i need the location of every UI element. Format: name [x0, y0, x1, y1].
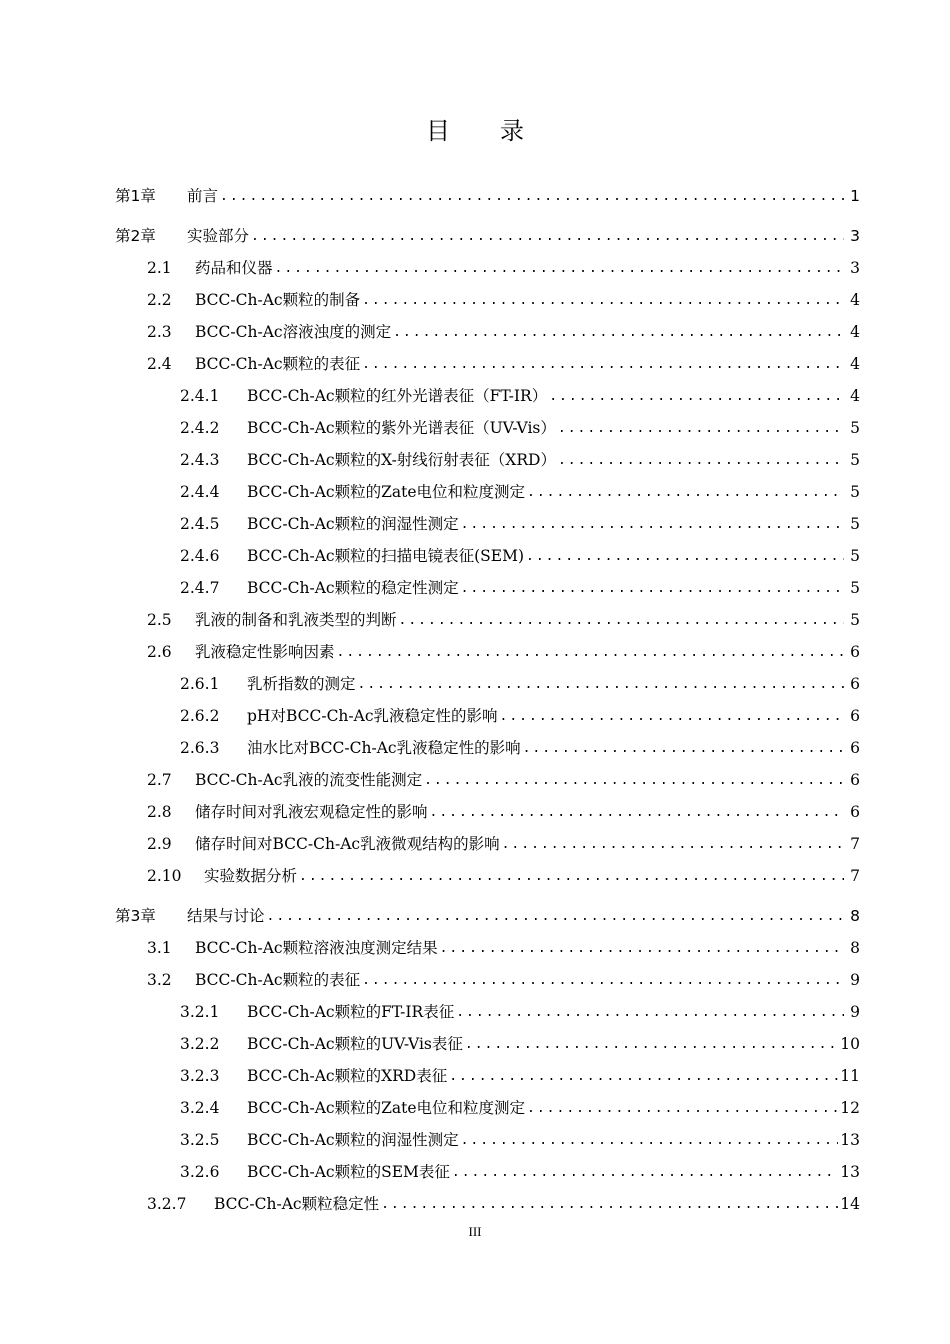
- toc-leader-dots: [275, 253, 844, 285]
- toc-entry-title: 结果与讨论: [187, 907, 265, 925]
- toc-entry-page: 13: [840, 1131, 860, 1149]
- toc-entry-title: BCC-Ch-Ac颗粒的Zate电位和粒度测定: [247, 1099, 526, 1117]
- toc-entry-number: 2.4.2: [180, 419, 220, 437]
- toc-leader-dots: [358, 669, 844, 701]
- toc-entry-title: 乳析指数的测定: [247, 675, 356, 693]
- toc-leader-dots: [461, 1125, 839, 1157]
- toc-entry-number: 2.4.6: [180, 547, 220, 565]
- toc-leader-dots: [526, 541, 844, 573]
- toc-entry-title: 药品和仪器: [195, 259, 273, 277]
- toc-entry-title: BCC-Ch-Ac颗粒的UV-Vis表征: [247, 1035, 463, 1053]
- toc-entry[interactable]: [115, 1124, 860, 1156]
- toc-entry-number: 2.1: [147, 259, 172, 277]
- toc-entry[interactable]: [115, 764, 860, 796]
- toc-entry-number: 2.3: [147, 323, 172, 341]
- toc-entry-title: 实验部分: [187, 227, 250, 245]
- toc-leader-dots: [362, 349, 844, 381]
- toc-entry-page: 6: [850, 803, 860, 821]
- toc-entry-number: 第1章: [115, 187, 156, 205]
- toc-entry-page: 14: [840, 1195, 860, 1213]
- page-title: 目录: [426, 117, 574, 145]
- toc-leader-dots: [461, 573, 844, 605]
- toc-entry[interactable]: [115, 860, 860, 892]
- toc-leader-dots: [220, 181, 844, 213]
- toc-entry[interactable]: [115, 348, 860, 380]
- toc-entry-title: 储存时间对BCC-Ch-Ac乳液微观结构的影响: [195, 835, 500, 853]
- toc-entry-title: BCC-Ch-Ac颗粒稳定性: [214, 1195, 380, 1213]
- toc-entry-page: 5: [850, 515, 860, 533]
- toc-entry-page: 1: [850, 187, 860, 205]
- toc-entry-page: 10: [840, 1035, 860, 1053]
- toc-entry-title: BCC-Ch-Ac溶液浊度的测定: [195, 323, 392, 341]
- toc-entry-number: 2.7: [147, 771, 172, 789]
- toc-entry-number: 2.4.5: [180, 515, 220, 533]
- toc-entry-title: BCC-Ch-Ac颗粒的Zate电位和粒度测定: [247, 483, 526, 501]
- toc-leader-dots: [558, 445, 844, 477]
- toc-entry[interactable]: [115, 180, 860, 212]
- toc-entry-title: BCC-Ch-Ac颗粒的制备: [195, 291, 361, 309]
- toc-leader-dots: [465, 1029, 838, 1061]
- toc-entry[interactable]: [115, 572, 860, 604]
- toc-entry-page: 11: [840, 1067, 860, 1085]
- toc-entry-number: 2.6: [147, 643, 172, 661]
- toc-entry[interactable]: [115, 316, 860, 348]
- toc-entry-title: BCC-Ch-Ac颗粒的润湿性测定: [247, 1131, 459, 1149]
- toc-entry-title: 前言: [187, 187, 219, 205]
- toc-leader-dots: [399, 605, 844, 637]
- toc-entry[interactable]: [115, 700, 860, 732]
- toc-entry-page: 3: [850, 259, 860, 277]
- toc-leader-dots: [558, 413, 844, 445]
- toc-leader-dots: [549, 381, 844, 413]
- toc-entry-page: 9: [850, 1003, 860, 1021]
- toc-entry[interactable]: [115, 220, 860, 252]
- toc-entry-title: pH对BCC-Ch-Ac乳液稳定性的影响: [247, 707, 498, 725]
- toc-leader-dots: [449, 1061, 838, 1093]
- toc-entry-title: 储存时间对乳液宏观稳定性的影响: [195, 803, 428, 821]
- toc-entry-title: BCC-Ch-Ac颗粒溶液浊度测定结果: [195, 939, 438, 957]
- toc-leader-dots: [527, 477, 844, 509]
- toc-entry[interactable]: [115, 412, 860, 444]
- toc-entry-page: 8: [850, 939, 860, 957]
- toc-entry-number: 3.2.3: [180, 1067, 220, 1085]
- toc-entry-number: 3.2.1: [180, 1003, 220, 1021]
- toc-entry[interactable]: [115, 1028, 860, 1060]
- toc-entry-page: 4: [850, 387, 860, 405]
- toc-leader-dots: [440, 933, 844, 965]
- toc-entry[interactable]: [115, 996, 860, 1028]
- toc-leader-dots: [430, 797, 844, 829]
- toc-entry-page: 5: [850, 611, 860, 629]
- toc-entry-page: 6: [850, 771, 860, 789]
- toc-entry-page: 5: [850, 547, 860, 565]
- toc-entry-title: BCC-Ch-Ac颗粒的润湿性测定: [247, 515, 459, 533]
- toc-entry[interactable]: [115, 828, 860, 860]
- toc-entry-number: 2.6.2: [180, 707, 220, 725]
- toc-entry[interactable]: [115, 900, 860, 932]
- toc-entry-page: 5: [850, 451, 860, 469]
- toc-leader-dots: [362, 285, 844, 317]
- toc-entry-number: 第2章: [115, 227, 156, 245]
- toc-entry-number: 3.2.4: [180, 1099, 220, 1117]
- toc-leader-dots: [251, 221, 844, 253]
- toc-leader-dots: [424, 765, 844, 797]
- toc-leader-dots: [452, 1157, 838, 1189]
- toc-entry-title: 乳液的制备和乳液类型的判断: [195, 611, 397, 629]
- toc-entry-page: 7: [850, 867, 860, 885]
- toc-leader-dots: [456, 997, 844, 1029]
- toc-entry-page: 6: [850, 643, 860, 661]
- toc-entry-number: 2.10: [147, 867, 182, 885]
- toc-entry-number: 3.2.6: [180, 1163, 220, 1181]
- toc-entry-title: BCC-Ch-Ac颗粒的X-射线衍射表征（XRD）: [247, 451, 556, 469]
- toc-entry-page: 12: [840, 1099, 860, 1117]
- toc-entry-number: 2.4.1: [180, 387, 220, 405]
- toc-entry-page: 4: [850, 323, 860, 341]
- toc-entry-page: 6: [850, 707, 860, 725]
- toc-entry-number: 3.2.7: [147, 1195, 187, 1213]
- toc-entry-number: 2.4.7: [180, 579, 220, 597]
- toc-entry-number: 3.2.2: [180, 1035, 220, 1053]
- table-of-contents: [115, 180, 860, 1220]
- toc-entry-page: 9: [850, 971, 860, 989]
- toc-entry-title: 乳液稳定性影响因素: [195, 643, 335, 661]
- toc-leader-dots: [500, 701, 844, 733]
- toc-entry[interactable]: [115, 732, 860, 764]
- toc-entry-number: 2.4.4: [180, 483, 220, 501]
- toc-entry[interactable]: [115, 1156, 860, 1188]
- toc-entry-page: 4: [850, 355, 860, 373]
- toc-entry-page: 13: [840, 1163, 860, 1181]
- toc-leader-dots: [393, 317, 844, 349]
- toc-entry[interactable]: [115, 964, 860, 996]
- toc-entry-title: BCC-Ch-Ac颗粒的表征: [195, 971, 361, 989]
- toc-leader-dots: [362, 965, 844, 997]
- toc-entry-page: 6: [850, 675, 860, 693]
- toc-entry-page: 8: [850, 907, 860, 925]
- toc-entry[interactable]: [115, 636, 860, 668]
- toc-leader-dots: [527, 1093, 838, 1125]
- toc-entry[interactable]: [115, 1188, 860, 1220]
- toc-entry-number: 2.8: [147, 803, 172, 821]
- toc-entry-title: BCC-Ch-Ac颗粒的红外光谱表征（FT-IR）: [247, 387, 548, 405]
- toc-entry-title: BCC-Ch-Ac颗粒的FT-IR表征: [247, 1003, 455, 1021]
- toc-entry-number: 2.9: [147, 835, 172, 853]
- toc-entry[interactable]: [115, 668, 860, 700]
- toc-entry-page: 5: [850, 483, 860, 501]
- toc-entry-page: 7: [850, 835, 860, 853]
- toc-entry[interactable]: [115, 444, 860, 476]
- toc-entry-page: 3: [850, 227, 860, 245]
- toc-entry-number: 3.2: [147, 971, 172, 989]
- toc-entry-title: BCC-Ch-Ac颗粒的表征: [195, 355, 361, 373]
- toc-entry[interactable]: [115, 508, 860, 540]
- toc-entry-title: BCC-Ch-Ac颗粒的稳定性测定: [247, 579, 459, 597]
- toc-entry-title: 油水比对BCC-Ch-Ac乳液稳定性的影响: [247, 739, 521, 757]
- toc-entry-number: 第3章: [115, 907, 156, 925]
- toc-entry[interactable]: [115, 284, 860, 316]
- toc-leader-dots: [337, 637, 844, 669]
- toc-entry[interactable]: [115, 932, 860, 964]
- toc-entry-number: 2.6.3: [180, 739, 220, 757]
- toc-entry[interactable]: [115, 1092, 860, 1124]
- toc-entry[interactable]: [115, 380, 860, 412]
- toc-entry-title: 实验数据分析: [204, 867, 298, 885]
- toc-entry-number: 2.6.1: [180, 675, 220, 693]
- toc-entry-page: 4: [850, 291, 860, 309]
- toc-leader-dots: [299, 861, 844, 893]
- toc-entry-page: 5: [850, 419, 860, 437]
- toc-entry-number: 2.4: [147, 355, 172, 373]
- page-number: III: [468, 1224, 482, 1239]
- toc-entry-number: 2.5: [147, 611, 172, 629]
- toc-entry-title: BCC-Ch-Ac颗粒的XRD表征: [247, 1067, 448, 1085]
- toc-entry-page: 6: [850, 739, 860, 757]
- toc-entry-page: 5: [850, 579, 860, 597]
- toc-entry-title: BCC-Ch-Ac颗粒的SEM表征: [247, 1163, 450, 1181]
- toc-leader-dots: [381, 1189, 838, 1221]
- toc-entry[interactable]: [115, 476, 860, 508]
- toc-entry-title: BCC-Ch-Ac颗粒的扫描电镜表征(SEM): [247, 547, 524, 565]
- toc-entry-number: 3.1: [147, 939, 172, 957]
- toc-entry[interactable]: [115, 796, 860, 828]
- toc-entry-title: BCC-Ch-Ac乳液的流变性能测定: [195, 771, 423, 789]
- toc-entry[interactable]: [115, 604, 860, 636]
- toc-entry-number: 2.2: [147, 291, 172, 309]
- toc-entry[interactable]: [115, 1060, 860, 1092]
- toc-entry-title: BCC-Ch-Ac颗粒的紫外光谱表征（UV-Vis）: [247, 419, 556, 437]
- toc-leader-dots: [267, 901, 844, 933]
- toc-entry[interactable]: [115, 540, 860, 572]
- toc-entry[interactable]: [115, 252, 860, 284]
- toc-leader-dots: [502, 829, 844, 861]
- toc-leader-dots: [523, 733, 844, 765]
- toc-leader-dots: [461, 509, 844, 541]
- toc-entry-number: 2.4.3: [180, 451, 220, 469]
- toc-entry-number: 3.2.5: [180, 1131, 220, 1149]
